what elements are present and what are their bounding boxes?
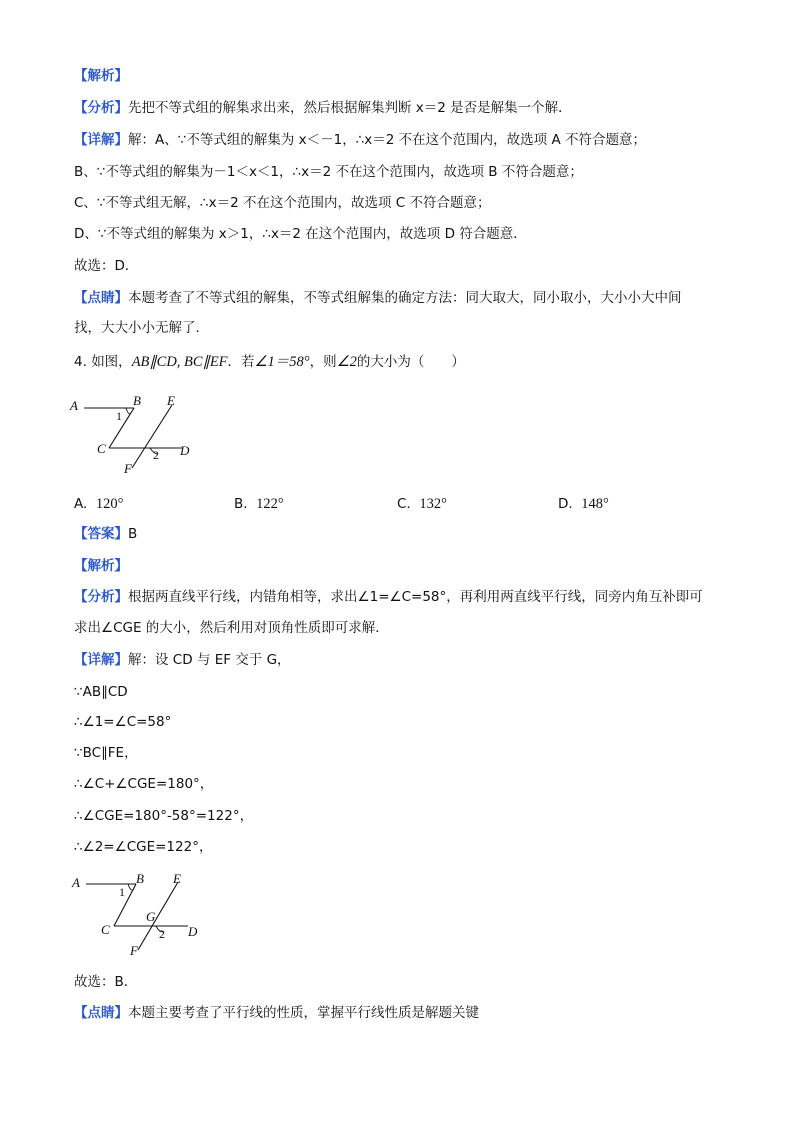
option-c-value: 132° xyxy=(419,496,447,512)
q4-detail xyxy=(74,650,291,670)
q4-analysis-line-2: 求出∠CGE 的大小，然后利用对顶角性质即可求解． xyxy=(74,620,389,636)
analysis-line-1: 根据两直线平行线，内错角相等，求出∠1=∠C=58°，再利用两直线平行线，同旁内角互补即可 xyxy=(128,589,703,605)
q4-analysis xyxy=(74,587,703,607)
figure-2-diagram xyxy=(66,870,216,960)
analysis-text: 先把不等式组的解集求出来，然后根据解集判断 x＝2 是否是解集一个解． xyxy=(128,100,572,116)
comment-tag: 【点睛】 xyxy=(74,1005,128,1021)
q3-detail xyxy=(74,130,646,150)
stem-math-angle1: ∠1＝58° xyxy=(254,354,310,370)
label-d: D xyxy=(188,924,198,939)
answer-tag: 【答案】 xyxy=(74,526,128,542)
comment-tag: 【点睛】 xyxy=(74,290,128,306)
label-f: F xyxy=(130,943,138,958)
analysis-tag: 【分析】 xyxy=(74,100,128,116)
option-c xyxy=(397,494,447,514)
stem-math-parallel: AB∥CD, BC∥EF xyxy=(131,354,228,370)
step-3: ∵BC∥FE， xyxy=(74,745,138,761)
option-b-letter: B. xyxy=(234,496,248,512)
option-a xyxy=(74,494,123,514)
option-b xyxy=(234,494,284,514)
q3-line-d: D、∵不等式组的解集为 x＞1，∴x＝2 在这个范围内，故选项 D 符合题意． xyxy=(74,226,527,242)
detail-line-1: 解：设 CD 与 EF 交于 G， xyxy=(128,652,291,668)
label-c: C xyxy=(97,441,106,456)
detail-tag: 【详解】 xyxy=(74,132,128,148)
step-4: ∴∠C+∠CGE=180°， xyxy=(74,776,214,792)
label-2: 2 xyxy=(159,927,165,941)
option-a-letter: A. xyxy=(74,496,88,512)
angle-1-arc xyxy=(126,408,130,414)
label-b: B xyxy=(133,393,141,408)
angle-1-arc xyxy=(128,884,132,890)
q4-choose: 故选：B． xyxy=(74,974,138,990)
q3-analysis xyxy=(74,98,572,118)
label-b: B xyxy=(136,871,144,886)
label-2: 2 xyxy=(153,448,159,462)
label-c: C xyxy=(101,922,110,937)
explanation-tag: 【解析】 xyxy=(74,558,128,574)
label-d: D xyxy=(180,443,190,458)
line-ef xyxy=(138,882,178,950)
option-b-value: 122° xyxy=(256,496,284,512)
label-a: A xyxy=(72,875,80,890)
stem-mid: ．若 xyxy=(227,354,255,370)
option-d xyxy=(558,494,609,514)
label-g: G xyxy=(146,909,156,924)
label-e: E xyxy=(173,871,181,886)
label-f: F xyxy=(124,461,132,476)
stem-mid2: ，则 xyxy=(309,354,337,370)
label-1: 1 xyxy=(119,885,125,899)
option-d-letter: D. xyxy=(558,496,573,512)
label-e: E xyxy=(167,393,175,408)
step-6: ∴∠2=∠CGE=122°， xyxy=(74,839,213,855)
q4-explanation-header xyxy=(74,556,128,576)
explanation-header xyxy=(74,66,128,86)
step-5: ∴∠CGE=180°-58°=122°， xyxy=(74,808,254,824)
stem-math-angle2: ∠2 xyxy=(336,354,357,370)
option-d-value: 148° xyxy=(581,496,609,512)
comment-line-1: 本题考查了不等式组的解集，不等式组解集的确定方法：同大取大，同小取小，大小小大中间 xyxy=(128,290,682,306)
answer-value: B xyxy=(128,526,138,542)
option-a-value: 120° xyxy=(95,496,124,512)
detail-tag: 【详解】 xyxy=(74,652,128,668)
label-a: A xyxy=(70,398,78,413)
q3-line-c: C、∵不等式组无解，∴x＝2 不在这个范围内，故选项 C 不符合题意； xyxy=(74,195,491,211)
detail-line-a: 解：A、∵不等式组的解集为 x＜－1，∴x＝2 不在这个范围内，故选项 A 不符合题意； xyxy=(128,132,646,148)
label-1: 1 xyxy=(116,409,122,423)
step-1: ∵AB∥CD xyxy=(74,684,128,700)
q3-comment xyxy=(74,288,682,308)
q4-comment xyxy=(74,1003,479,1023)
question-number: 4. xyxy=(74,354,87,370)
comment-text: 本题主要考查了平行线的性质，掌握平行线性质是解题关键 xyxy=(128,1005,479,1021)
q3-choose: 故选：D． xyxy=(74,258,139,274)
explanation-tag: 【解析】 xyxy=(74,68,128,84)
stem-prefix: 如图， xyxy=(91,354,132,370)
analysis-tag: 【分析】 xyxy=(74,589,128,605)
q4-answer xyxy=(74,524,137,544)
step-2: ∴∠1=∠C=58° xyxy=(74,714,172,730)
figure-1-diagram xyxy=(66,392,206,478)
q3-comment-line-2: 找，大大小小无解了． xyxy=(74,320,209,336)
q4-stem xyxy=(74,352,465,372)
stem-suffix: 的大小为（ ） xyxy=(356,354,465,370)
option-c-letter: C. xyxy=(397,496,411,512)
line-bc xyxy=(114,884,136,926)
line-ef xyxy=(132,405,172,468)
q3-line-b: B、∵不等式组的解集为－1＜x＜1，∴x＝2 不在这个范围内，故选项 B 不符合题意； xyxy=(74,164,583,180)
